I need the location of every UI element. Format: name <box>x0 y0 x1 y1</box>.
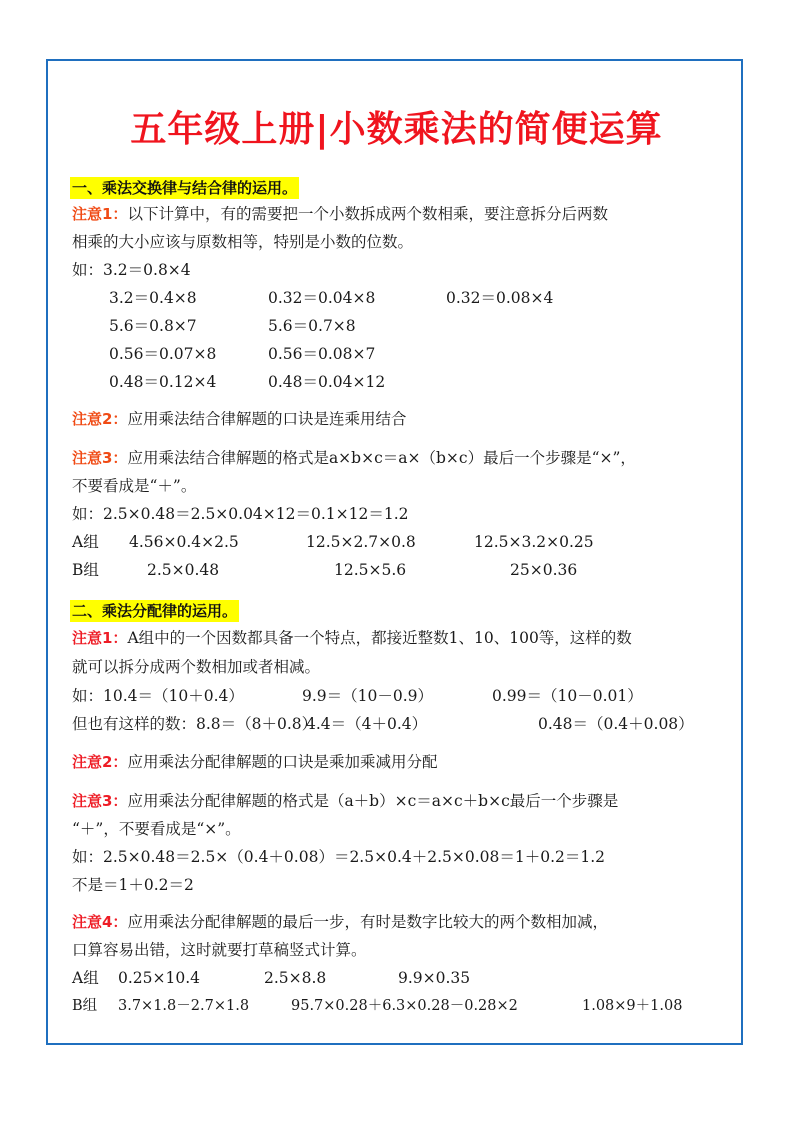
s2-ex-row2-1: 4.4＝（4＋0.4） <box>306 715 428 733</box>
s2-group-b-item-2: 1.08×9＋1.08 <box>582 998 683 1014</box>
s1-ex-0-2: 0.32＝0.08×4 <box>446 289 554 307</box>
s1-note2-text: 应用乘法结合律解题的口诀是连乘用结合 <box>127 410 407 428</box>
s2-group-a-item-2: 9.9×0.35 <box>398 969 471 987</box>
s2-note4-line2: 口算容易出错，这时就要打草稿竖式计算。 <box>72 941 367 959</box>
s1-note2 <box>72 408 406 430</box>
s1-group-b-label: B组 <box>72 561 99 579</box>
s1-group-b-item-0: 2.5×0.48 <box>147 561 220 579</box>
s1-note3-label: 注意3： <box>72 449 128 467</box>
s2-note3-line2: “＋”，不要看成是“×”。 <box>72 820 241 838</box>
s1-example2: 如：2.5×0.48＝2.5×0.04×12＝0.1×12＝1.2 <box>72 505 409 523</box>
s1-group-b-item-2: 25×0.36 <box>510 561 578 579</box>
s2-example: 如：2.5×0.48＝2.5×（0.4＋0.08）＝2.5×0.4＋2.5×0.08＝1＋0.2＝1.2 <box>72 848 606 866</box>
s1-note3-line2: 不要看成是“＋”。 <box>72 477 197 495</box>
s2-ex-row1-0: 如：10.4＝（10＋0.4） <box>72 687 244 705</box>
s2-note2-text: 应用乘法分配律解题的口诀是乘加乘减用分配 <box>127 753 438 771</box>
s1-ex-0-0: 3.2＝0.4×8 <box>109 289 197 307</box>
s2-note4-label: 注意4： <box>72 913 128 931</box>
s2-note2-label: 注意2： <box>72 753 128 771</box>
section2-heading: 二、乘法分配律的运用。 <box>72 602 238 620</box>
s1-group-b-item-1: 12.5×5.6 <box>334 561 407 579</box>
s2-ex-row2-0: 但也有这样的数：8.8＝（8＋0.8） <box>72 715 318 733</box>
s1-ex-3-1: 0.48＝0.04×12 <box>268 373 386 391</box>
s1-ex-1-0: 5.6＝0.8×7 <box>109 317 197 335</box>
s2-ex-row1-1: 9.9＝（10－0.9） <box>302 687 434 705</box>
s2-note2 <box>72 751 437 773</box>
s1-ex-3-0: 0.48＝0.12×4 <box>109 373 217 391</box>
s1-group-a-label: A组 <box>72 533 99 551</box>
s1-ex-0-1: 0.32＝0.04×8 <box>268 289 376 307</box>
s2-wrong: 不是＝1＋0.2＝2 <box>72 876 194 894</box>
s2-ex-row2-2: 0.48＝（0.4＋0.08） <box>538 715 694 733</box>
s2-note1-label: 注意1： <box>72 629 128 647</box>
s1-ex-2-0: 0.56＝0.07×8 <box>109 345 217 363</box>
s2-note4-text1: 应用乘法分配律解题的最后一步，有时是数字比较大的两个数相加减， <box>127 913 608 931</box>
s1-note1-line1 <box>72 203 608 225</box>
s1-ex-1-1: 5.6＝0.7×8 <box>268 317 356 335</box>
s2-note1-text1: A组中的一个因数都具备一个特点，都接近整数1、10、100等，这样的数 <box>127 629 632 647</box>
s2-group-b-item-1: 95.7×0.28＋6.3×0.28－0.28×2 <box>291 998 518 1014</box>
s1-group-a-item-2: 12.5×3.2×0.25 <box>474 533 594 551</box>
s1-ex-2-1: 0.56＝0.08×7 <box>268 345 376 363</box>
s2-group-a-item-1: 2.5×8.8 <box>264 969 327 987</box>
s2-group-b-label: B组 <box>72 998 98 1014</box>
s1-group-a-item-1: 12.5×2.7×0.8 <box>306 533 416 551</box>
s2-note3-label: 注意3： <box>72 792 128 810</box>
s2-ex-row1-2: 0.99＝（10－0.01） <box>492 687 643 705</box>
s2-note3-text1: 应用乘法分配律解题的格式是（a＋b）×c＝a×c＋b×c最后一个步骤是 <box>127 792 619 810</box>
s1-note1-line2: 相乘的大小应该与原数相等，特别是小数的位数。 <box>72 233 414 251</box>
s1-note1-label: 注意1： <box>72 205 128 223</box>
s1-example-prefix: 如：3.2＝0.8×4 <box>72 261 191 279</box>
s2-note1-line1 <box>72 627 632 649</box>
s1-note2-label: 注意2： <box>72 410 128 428</box>
s1-group-a-item-0: 4.56×0.4×2.5 <box>129 533 239 551</box>
s2-note4-line1 <box>72 911 608 933</box>
s1-note1-text1: 以下计算中，有的需要把一个小数拆成两个数相乘，要注意拆分后两数 <box>127 205 608 223</box>
s2-note1-line2: 就可以拆分成两个数相加或者相减。 <box>72 658 321 676</box>
s2-group-a-label: A组 <box>72 969 99 987</box>
page-title: 五年级上册|小数乘法的简便运算 <box>130 109 663 150</box>
s1-note3-line1 <box>72 447 636 469</box>
s2-note3-line1 <box>72 790 618 812</box>
section1-heading: 一、乘法交换律与结合律的运用。 <box>72 179 298 197</box>
s1-note3-text1: 应用乘法结合律解题的格式是a×b×c＝a×（b×c）最后一个步骤是“×”， <box>127 449 636 467</box>
s2-group-b-item-0: 3.7×1.8－2.7×1.8 <box>118 998 250 1014</box>
s2-group-a-item-0: 0.25×10.4 <box>118 969 201 987</box>
